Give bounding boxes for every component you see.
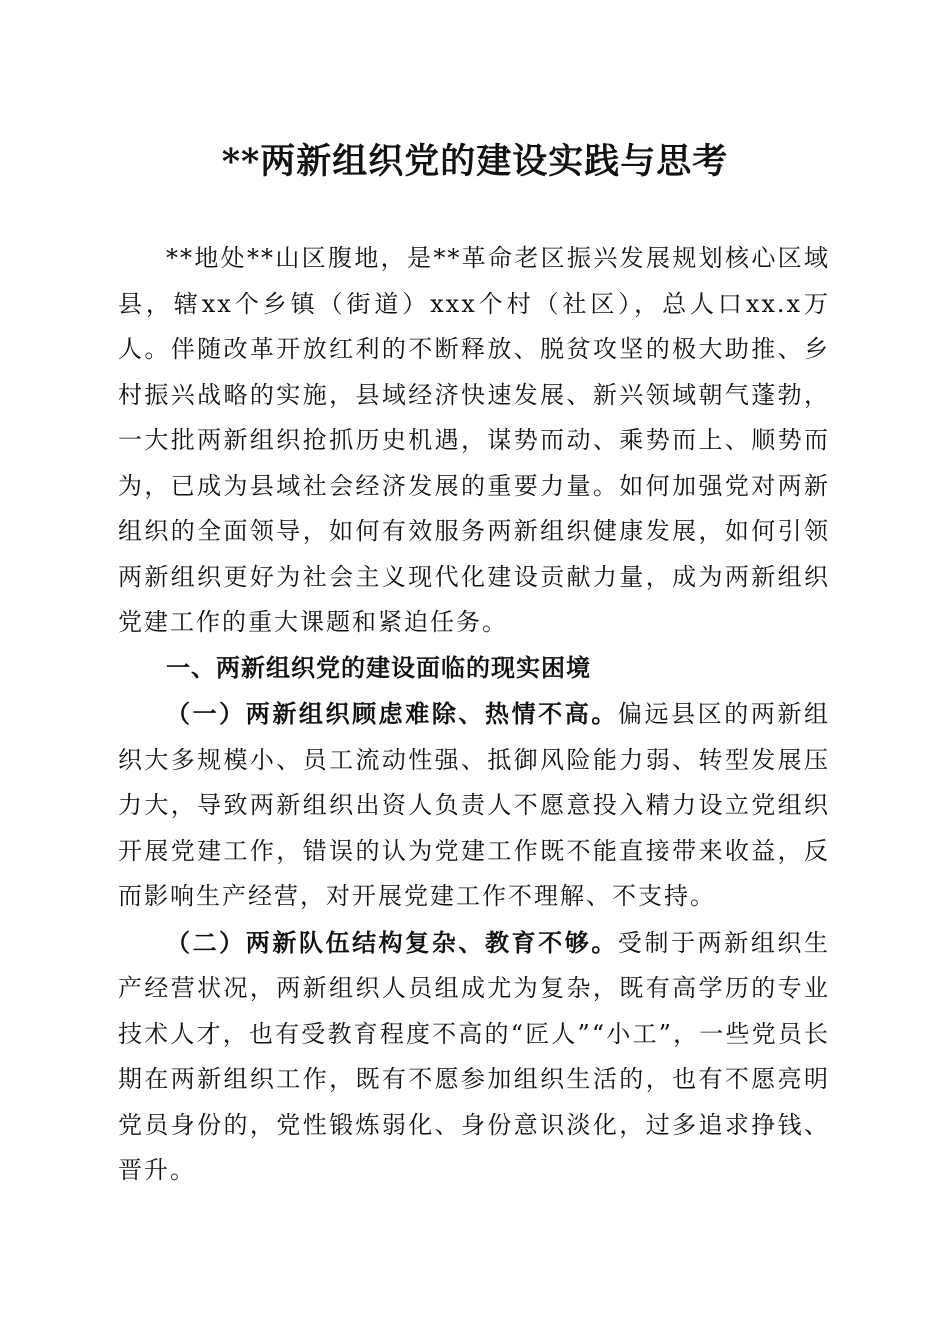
subsection-text-1: 偏远县区的两新组织大多规模小、员工流动性强、抵御风险能力弱、转型发展压力大，导致两新组织出资人负责人不愿意投入精力设立党组织开展党建工作，错误的认为党建工作既不能直接带来收益，反而影响生产经营，对开展党建工作不理解、不支持。 bbox=[118, 700, 831, 910]
subsection-paragraph-1 bbox=[118, 691, 830, 920]
document-title: **两新组织党的建设实践与思考 bbox=[221, 141, 729, 182]
subsection-heading-2: （二）两新队伍结构复杂、教育不够。 bbox=[166, 927, 618, 957]
subsection-heading-1: （一）两新组织顾虑难除、热情不高。 bbox=[166, 699, 618, 728]
document-body bbox=[118, 236, 830, 1194]
intro-paragraph: **地处**山区腹地，是**革命老区振兴发展规划核心区域县，辖xx个乡镇（街道）xxx个村（社区），总人口xx.x万人。伴随改革开放红利的不断释放、脱贫攻坚的极大助推、乡村振兴战略的实施，县域经济快速发展、新兴领域朝气蓬勃，一大批两新组织抢抓历史机遇，谋势而动、乘势而上、顺势而为，已成为县域社会经济发展的重要力量。如何加强党对两新组织的全面领导，如何有效服务两新组织健康发展，如何引领两新组织更好为社会主义现代化建设贡献力量，成为两新组织党建工作的重大课题和紧迫任务。 bbox=[118, 244, 830, 636]
section-heading: 一、两新组织党的建设面临的现实困境 bbox=[166, 653, 591, 682]
subsection-text-2: 受制于两新组织生产经营状况，两新组织人员组成尤为复杂，既有高学历的专业技术人才，也有受教育程度不高的“匠人”“小工”，一些党员长期在两新组织工作，既有不愿参加组织生活的，也有不愿亮明党员身份的，党性锻炼弱化、身份意识淡化，过多追求挣钱、晋升。 bbox=[118, 928, 831, 1184]
subsection-paragraph-2 bbox=[118, 920, 830, 1194]
